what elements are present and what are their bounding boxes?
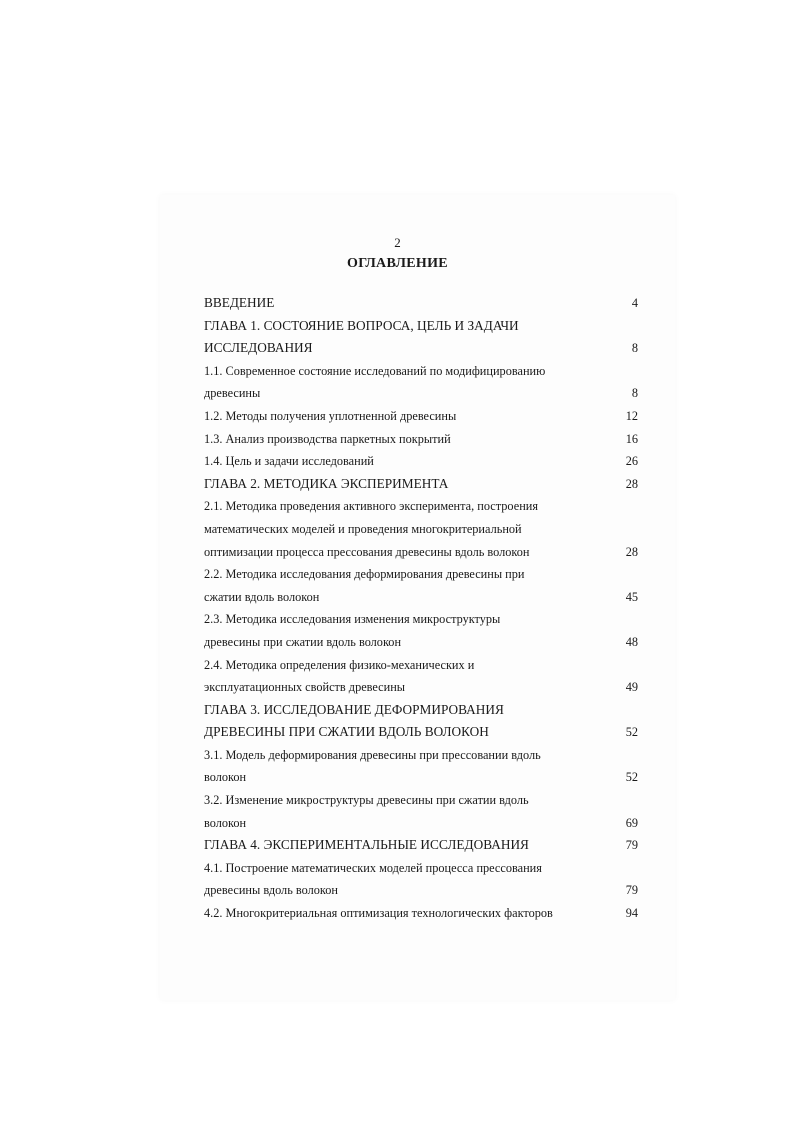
toc-entry-page: 26 xyxy=(625,454,638,469)
toc-entry xyxy=(204,608,638,631)
toc-entry-text: 2.2. Методика исследования деформирования древесины при xyxy=(204,567,525,582)
toc-entry xyxy=(204,902,638,925)
toc-entry-page xyxy=(612,518,638,541)
toc-entry-page: 8 xyxy=(631,341,638,356)
toc-entry xyxy=(204,721,638,744)
toc-entry-text: ГЛАВА 2. МЕТОДИКА ЭКСПЕРИМЕНТА xyxy=(204,475,449,491)
toc-entry-text: ГЛАВА 4. ЭКСПЕРИМЕНТАЛЬНЫЕ ИССЛЕДОВАНИЯ xyxy=(204,837,529,853)
toc-entry-text: ДРЕВЕСИНЫ ПРИ СЖАТИИ ВДОЛЬ ВОЛОКОН xyxy=(204,724,489,740)
toc-entry xyxy=(204,744,638,767)
toc-entry xyxy=(204,563,638,586)
toc-entry xyxy=(204,631,638,654)
toc-entry xyxy=(204,473,638,496)
toc-entry xyxy=(204,676,638,699)
toc-entry-text: 2.4. Методика определения физико-механических и xyxy=(204,657,475,672)
toc-entry-page: 69 xyxy=(625,815,638,830)
toc-entry-text: волокон xyxy=(204,815,247,830)
toc-entry xyxy=(204,450,638,473)
toc-entry-text: древесины вдоль волокон xyxy=(204,883,338,898)
toc-entry-page: 16 xyxy=(625,431,638,446)
toc-entry-page: 8 xyxy=(631,386,638,401)
toc-entry-text: 2.1. Методика проведения активного эксперимента, построения xyxy=(204,499,539,514)
toc-entry-text: оптимизации процесса прессования древесины вдоль волокон xyxy=(204,544,530,559)
toc-entry-page: 79 xyxy=(625,838,638,853)
toc-entry-page: 12 xyxy=(625,408,638,423)
toc-entry-page xyxy=(612,699,638,722)
toc-entry-text: 2.3. Методика исследования изменения микроструктуры xyxy=(204,612,501,627)
toc-entry-text: 4.1. Построение математических моделей процесса прессования xyxy=(204,860,542,875)
toc-entry-text: 1.3. Анализ производства паркетных покрытий xyxy=(204,431,451,446)
toc-entry-page xyxy=(612,495,638,518)
toc-entry-page xyxy=(612,315,638,338)
toc-entry-text: волокон xyxy=(204,770,247,785)
toc-entry-text: 4.2. Многокритериальная оптимизация технологических факторов xyxy=(204,906,553,921)
toc-entry xyxy=(204,879,638,902)
toc-entry-text: 1.4. Цель и задачи исследований xyxy=(204,454,374,469)
toc-entry-page xyxy=(612,563,638,586)
toc-entry xyxy=(204,857,638,880)
toc-entry xyxy=(204,699,638,722)
toc-entry xyxy=(204,382,638,405)
toc-entry-page xyxy=(612,789,638,812)
toc-entry-page xyxy=(612,360,638,383)
toc-entry xyxy=(204,292,638,315)
toc-entry-text: ГЛАВА 3. ИССЛЕДОВАНИЕ ДЕФОРМИРОВАНИЯ xyxy=(204,701,504,717)
toc-entry-page: 79 xyxy=(625,883,638,898)
toc-entry-page: 4 xyxy=(631,296,638,310)
toc-entry-page: 45 xyxy=(625,589,638,604)
toc-entry-page xyxy=(612,608,638,631)
toc-entry xyxy=(204,518,638,541)
toc-entry xyxy=(204,586,638,609)
page-number: 2 xyxy=(394,235,401,250)
toc-entry xyxy=(204,812,638,835)
toc-entry-page: 52 xyxy=(625,725,638,740)
toc-entry xyxy=(204,495,638,518)
toc-entry-page: 94 xyxy=(625,906,638,921)
table-of-contents xyxy=(204,292,638,925)
toc-entry-page: 28 xyxy=(625,544,638,559)
toc-entry-page: 49 xyxy=(625,680,638,695)
toc-entry xyxy=(204,789,638,812)
toc-entry xyxy=(204,766,638,789)
toc-entry-text: математических моделей и проведения многокритериальной xyxy=(204,521,522,536)
toc-entry-text: ВВЕДЕНИЕ xyxy=(204,295,275,310)
toc-entry xyxy=(204,654,638,677)
toc-entry-page: 28 xyxy=(625,476,638,491)
toc-entry-text: 3.1. Модель деформирования древесины при прессовании вдоль xyxy=(204,747,541,762)
toc-entry-text: сжатии вдоль волокон xyxy=(204,589,320,604)
toc-entry xyxy=(204,428,638,451)
toc-entry-page xyxy=(612,654,638,677)
toc-entry xyxy=(204,541,638,564)
toc-entry-page xyxy=(612,857,638,880)
toc-entry-page: 52 xyxy=(625,770,638,785)
toc-entry-text: эксплуатационных свойств древесины xyxy=(204,680,406,695)
page-title: ОГЛАВЛЕНИЕ xyxy=(347,256,448,271)
toc-entry xyxy=(204,360,638,383)
toc-entry-text: 1.1. Современное состояние исследований по модифицированию xyxy=(204,363,546,378)
toc-entry-text: ГЛАВА 1. СОСТОЯНИЕ ВОПРОСА, ЦЕЛЬ И ЗАДАЧИ xyxy=(204,317,519,333)
toc-entry-text: 1.2. Методы получения уплотненной древесины xyxy=(204,408,457,423)
toc-entry-page: 48 xyxy=(625,634,638,649)
toc-entry xyxy=(204,405,638,428)
toc-entry-text: 3.2. Изменение микроструктуры древесины при сжатии вдоль xyxy=(204,793,529,808)
toc-entry xyxy=(204,337,638,360)
toc-entry-text: древесины xyxy=(204,386,261,401)
toc-entry-text: ИССЛЕДОВАНИЯ xyxy=(204,340,313,356)
toc-entry xyxy=(204,315,638,338)
toc-entry-page xyxy=(612,744,638,767)
toc-entry-text: древесины при сжатии вдоль волокон xyxy=(204,634,402,649)
toc-entry xyxy=(204,834,638,857)
